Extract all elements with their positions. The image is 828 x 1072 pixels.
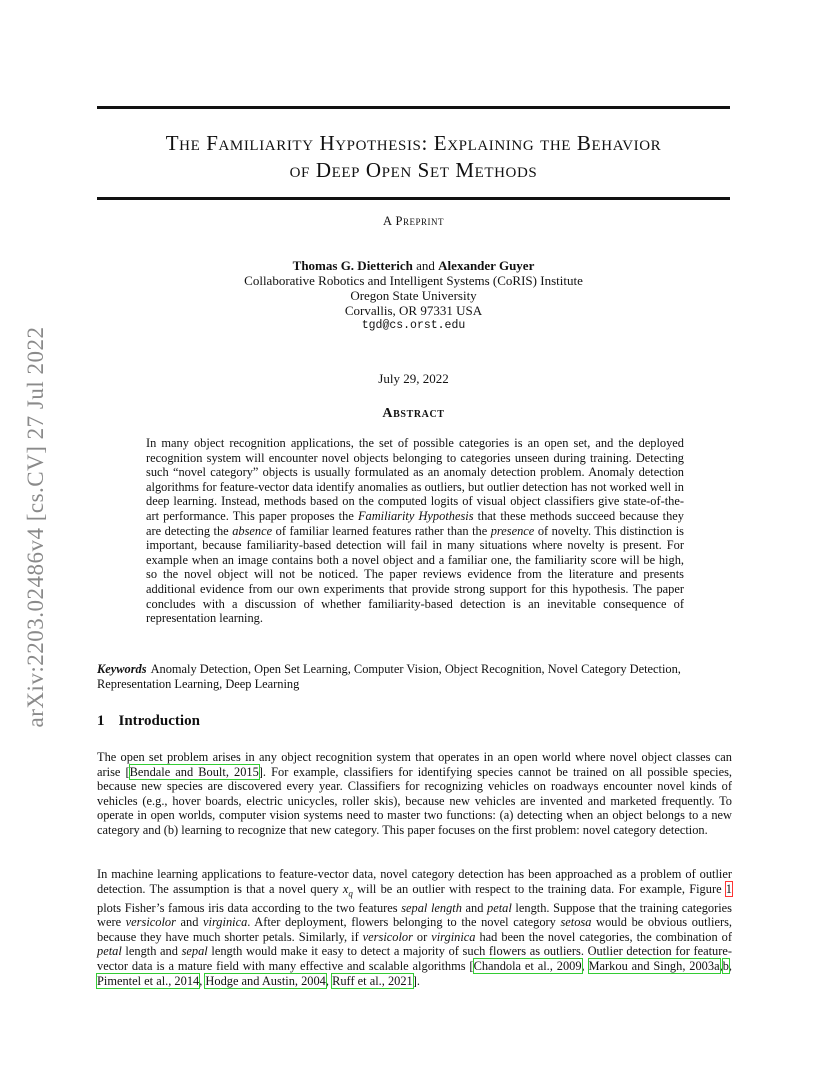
abstract-text-4: of novelty. This distinction is important, because familiarity-based detection will fail in many situations where novelty is present. For example when an image contains both a novel object and a familiar one, the familiarity score will be high, so the novel object will not be noticed. The paper reviews evidence from the literature and presents additional evidence from our own experiments that provide strong support for this hypothesis. The paper concludes with a discussion of whether familiarity-based detection is an inevitable consequence of representation learning. [146,523,685,626]
title-rule-top [97,106,730,109]
author-and: and [412,258,439,273]
preprint-label: A Preprint [383,214,444,228]
keywords-text: Anomaly Detection, Open Set Learning, Computer Vision, Object Recognition, Novel Category Detection, Representation Learning, Deep Learning [97,662,681,691]
title-line-2: of Deep Open Set Methods [289,158,538,182]
p2-text-1: In machine learning applications to feature-vector data, novel category detection has been approached as a problem of outlier detection. The assumption is that a novel query [97,867,732,896]
section-heading-introduction [97,713,200,730]
p2-versicolor-2: versicolor [362,929,413,944]
p2-sep-4: , [199,973,206,988]
title-rule-bottom [97,197,730,200]
author-block [97,258,730,333]
keywords-block [97,662,732,692]
p2-text-3: plots Fisher’s famous iris data according to the two features [97,900,402,915]
paper-date: July 29, 2022 [378,371,449,386]
p2-xq-sub: q [348,888,353,899]
citation-link-bendale[interactable]: Bendale and Boult, 2015 [129,764,259,779]
abstract-presence-term: presence [490,523,535,538]
p2-text-6: and [175,915,203,930]
abstract-familiarity-term: Familiarity Hypothesis [357,508,474,523]
intro-paragraph-1 [97,750,732,838]
p2-text-11: length and [121,944,182,959]
p2-setosa: setosa [560,915,592,930]
author-address: Corvallis, OR 97331 USA [344,303,483,318]
p2-text-7: . After deployment, flowers belonging to the novel category [247,915,561,930]
section-number: 1 [97,713,105,729]
p2-text-10: had been the novel categories, the combination of [475,929,732,944]
p2-virginica: virginica [203,915,248,930]
citation-link-chandola[interactable]: Chandola et al., 2009 [473,959,582,974]
p2-sep-2: , [719,959,723,974]
p2-text-12: length would make it easy to detect a majority of such flowers as outliers. Outlier detection for feature-vector data is a mature field with many effective and scalable algorithms [ [97,944,733,974]
p1-text-1: The open set problem arises in any object recognition system that operates in an open world where novel object classes can arise [ [97,750,732,779]
citation-link-hodge[interactable]: Hodge and Austin, 2004 [205,973,326,988]
p1-text-2: ]. For example, classifiers for identifying species cannot be trained on all possible species, because new species are discovered every year. Classifiers for recognizing vehicles on roadways encounter novel kinds of vehicles (e.g., hover boards, electric unicycles, roller skis), because new vehicles are invented and marketed frequently. To operate in open worlds, computer vision systems need to master two functions: (a) detecting when an object belongs to a new category and (b) learning to recognize that new category. This paper focuses on the first problem: novel category detection. [97,764,732,837]
p2-xq [342,881,353,899]
citation-link-markou[interactable]: Markou and Singh, 2003a [588,959,720,974]
p2-sepal-length: sepal length [401,900,462,915]
intro-paragraph-2 [97,867,732,988]
figure-ref-link[interactable]: 1 [725,881,732,896]
citation-link-markou-b[interactable]: b [722,959,729,974]
author-email: tgd@cs.orst.edu [361,319,466,332]
abstract-text-3: of familiar learned features rather than the [272,523,491,538]
p2-petal: petal [487,900,512,915]
p2-text-13: ]. [412,973,420,988]
p2-text-9: or [412,929,432,944]
abstract-text-1: In many object recognition applications, the set of possible categories is an open set, and the deployed recognition system will encounter novel objects belonging to categories unseen during training. Detecting such “novel category” objects is usually formulated as an anomaly detection problem. Anomaly detection algorithms for feature-vector data identify anomalies as outliers, but outlier detection has not worked well in deep learning. Instead, methods based on the computed logits of visual object classifiers give state-of-the-art performance. This paper proposes the [146,436,684,523]
p2-sep-5: , [325,973,333,988]
abstract-absence-term: absence [232,523,273,538]
abstract-heading: Abstract [382,406,445,421]
paper-title [97,130,730,184]
citation-link-pimentel[interactable]: Pimentel et al., 2014 [97,973,200,988]
author-2: Alexander Guyer [438,258,535,273]
abstract-body [146,436,684,626]
keywords-label: Keywords [97,662,147,676]
p2-virginica-2: virginica [431,929,476,944]
citation-link-ruff[interactable]: Ruff et al., 2021 [332,973,413,988]
p2-text-8: would be obvious outliers, because they have much shorter petals. Similarly, if [97,915,732,944]
p2-sep-3: , [728,959,732,974]
p2-petal-2: petal [97,944,122,959]
title-line-1: The Familiarity Hypothesis: Explaining the Behavior [165,131,662,155]
p2-xq-var: x [342,881,349,896]
p2-sep-1: , [581,959,589,974]
p2-versicolor: versicolor [125,915,176,930]
p2-text-4: and [461,900,488,915]
p2-sepal-2: sepal [181,944,208,959]
arxiv-side-stamp: arXiv:2203.02486v4 [cs.CV] 27 Jul 2022 [23,326,48,728]
author-1: Thomas G. Dietterich [292,258,413,273]
section-title: Introduction [118,713,200,729]
abstract-text-2: that these methods succeed because they are detecting the [146,508,684,538]
p2-text-2: will be an outlier with respect to the training data. For example, Figure [352,881,726,896]
p2-text-5: length. Suppose that the training categories were [97,900,732,930]
author-university: Oregon State University [350,288,477,303]
author-names [97,258,730,273]
author-affiliation: Collaborative Robotics and Intelligent Systems (CoRIS) Institute [244,273,583,288]
